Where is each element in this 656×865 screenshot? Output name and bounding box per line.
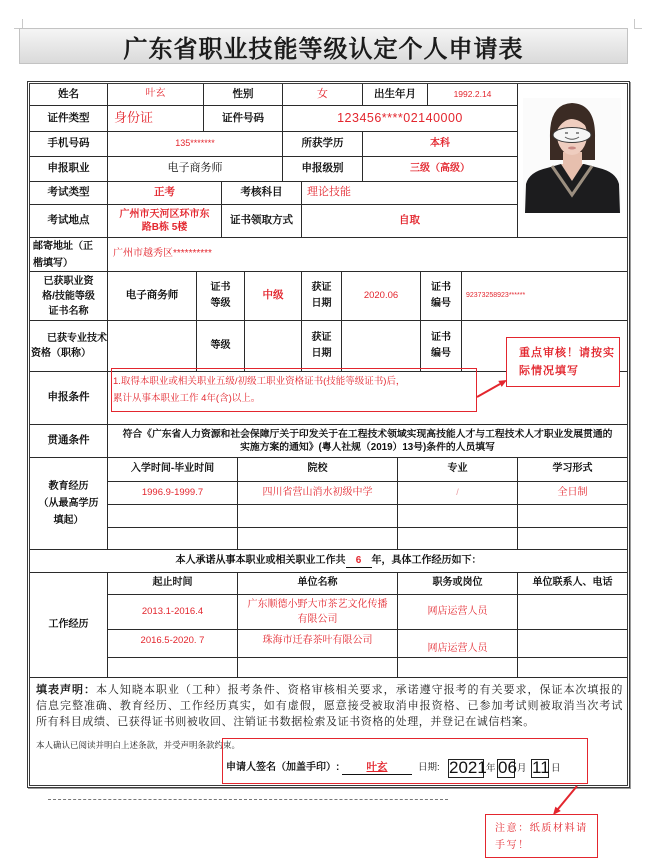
through-conditions-label: 贯通条件 — [30, 425, 108, 458]
work-contact — [518, 658, 627, 678]
apply-conditions-label: 申报条件 — [30, 372, 108, 425]
declaration-line — [36, 714, 623, 730]
gender-value: 女 — [283, 84, 363, 106]
number-label-line: 证书 — [431, 282, 451, 293]
signature-value: 叶玄 — [342, 760, 412, 775]
education-cell: 四川省营山消水初级中学 — [238, 482, 398, 505]
professional-cert-grade — [245, 321, 302, 372]
declaration-heading: 填表声明： — [36, 684, 96, 696]
work-company — [238, 595, 398, 630]
work-commitment-suffix: 年，具体工作经历如下： — [371, 554, 482, 566]
vocational-cert-number: 92373258923****** — [462, 272, 627, 321]
exam-location-line: 路B栋 5楼 — [141, 222, 188, 233]
vocational-cert-label — [30, 272, 108, 321]
corner-mark-right-h — [634, 28, 642, 29]
work-period: 2016.5-2020. 7 — [108, 630, 238, 658]
education-history-label-line: （从最高学历 — [38, 498, 99, 509]
work-commitment-prefix: 本人承诺从事本职业或相关职业工作共 — [175, 554, 346, 566]
work-company — [238, 658, 398, 678]
education-history-label-line: 教育经历 — [48, 481, 89, 492]
apply-conditions-line: 累计从事本职业工作 4年(含)以上。 — [113, 393, 261, 404]
education-value: 本科 — [363, 132, 518, 157]
exam-location-label: 考试地点 — [30, 205, 108, 238]
education-cell — [108, 528, 238, 550]
exam-type-label: 考试类型 — [30, 182, 108, 205]
name-label: 姓名 — [30, 84, 108, 106]
work-company-line: 珠海市迁春茶叶有限公司 — [262, 635, 373, 646]
professional-cert-label-line: 已获专业技术 — [47, 333, 107, 344]
exam-subject-label: 考核科目 — [222, 182, 302, 205]
vocational-cert-date: 2020.06 — [342, 272, 421, 321]
date-label-line: 获证 — [311, 332, 332, 343]
education-history-label — [30, 458, 108, 550]
smiley-mask-icon — [553, 128, 591, 143]
declaration-line — [36, 698, 623, 714]
declaration-text — [36, 682, 623, 730]
dashed-separator — [48, 799, 448, 800]
education-cell — [238, 505, 398, 528]
education-cell — [108, 505, 238, 528]
year-unit: 年 — [486, 763, 496, 774]
exam-subject-value: 理论技能 — [302, 182, 518, 205]
work-col-period: 起止时间 — [108, 573, 238, 595]
vocational-cert-label-line: 已获职业资 — [43, 275, 94, 287]
name-value: 叶玄 — [108, 84, 204, 106]
mailing-address-value: 广州市越秀区********** — [108, 238, 627, 272]
work-contact — [518, 595, 627, 630]
birth-value: 1992.2.14 — [428, 84, 518, 106]
education-label: 所获学历 — [283, 132, 363, 157]
number-label-line: 编号 — [431, 348, 451, 359]
education-cell: / — [398, 482, 518, 505]
date-label-line: 日期 — [311, 298, 332, 309]
grade-label-line: 证书 — [210, 282, 231, 293]
vocational-cert-label-line: 证书名称 — [48, 305, 89, 317]
professional-cert-label — [30, 321, 108, 372]
work-position — [398, 658, 518, 678]
grade-label-line: 等级 — [210, 298, 231, 309]
vocational-cert-date-label — [302, 272, 342, 321]
review-note-line: 际情况填写 — [519, 365, 579, 377]
vocational-cert-number-label — [421, 272, 462, 321]
photo-cell — [518, 84, 627, 238]
declaration-line-text: 信息完整准确、教育经历、工作经历真实，如有虚假，愿意接受被取消申报资格、已参加考试则被取消当次考试 — [36, 700, 623, 712]
through-conditions-text — [108, 425, 627, 458]
signature-label: 申请人签名（加盖手印）: — [226, 762, 340, 773]
exam-location-value — [108, 205, 222, 238]
education-cell: 全日制 — [518, 482, 627, 505]
highlight-box-signature — [222, 738, 588, 784]
through-conditions-line: 实施方案的通知》(粤人社规（2019）13号)条件的人员填写 — [240, 442, 495, 453]
corner-mark-left — [22, 19, 23, 28]
professional-cert-number-label — [421, 321, 462, 372]
education-col-school: 院校 — [238, 458, 398, 482]
education-cell — [398, 528, 518, 550]
work-contact — [518, 630, 627, 658]
professional-cert-label-line: 资格（职称） — [31, 348, 91, 359]
date-label-line: 日期 — [311, 348, 332, 359]
phone-label: 手机号码 — [30, 132, 108, 157]
declaration-line-text: 所有科目成绩、已获得证书则被收回、注销证书数据检索及证书资格的处理，并登记在诚信档案。 — [36, 716, 535, 728]
id-type-value: 身份证 — [108, 106, 204, 132]
date-label-line: 获证 — [311, 282, 332, 293]
education-cell — [518, 505, 627, 528]
education-col-mode: 学习形式 — [518, 458, 627, 482]
cert-pickup-label: 证书领取方式 — [222, 205, 302, 238]
applicant-photo — [523, 98, 621, 213]
through-conditions-line: 符合《广东省人力资源和社会保障厅关于印发关于在工程技术领域实现高技能人才与工程技术人才职业发展贯通的 — [122, 429, 613, 440]
review-note-callout — [506, 337, 620, 387]
birth-label: 出生年月 — [363, 84, 428, 106]
date-day-box: 11 — [532, 758, 550, 777]
vocational-cert-name: 电子商务师 — [108, 272, 197, 321]
work-col-company: 单位名称 — [238, 573, 398, 595]
id-number-value: 123456****02140000 — [283, 106, 518, 132]
date-month-box: 06 — [498, 758, 517, 777]
id-type-label: 证件类型 — [30, 106, 108, 132]
date-year-box: 2021 — [449, 758, 487, 777]
work-company — [238, 630, 398, 658]
day-unit: 日 — [551, 763, 561, 774]
vocational-cert-grade-label — [197, 272, 245, 321]
corner-mark-right — [634, 19, 635, 28]
photo-lips — [568, 147, 576, 150]
handwrite-note-callout — [485, 814, 598, 858]
professional-cert-grade-label: 等级 — [197, 321, 245, 372]
work-years-value: 6 — [346, 555, 372, 568]
professional-cert-date-label — [302, 321, 342, 372]
work-col-contact: 单位联系人、电话 — [518, 573, 627, 595]
vocational-cert-grade: 中级 — [245, 272, 302, 321]
education-cell: 1996.9-1999.7 — [108, 482, 238, 505]
education-col-major: 专业 — [398, 458, 518, 482]
declaration-line-text: 本人知晓本职业（工种）报考条件、资格审核相关要求，承诺遵守报考的有关要求，保证本次填报的 — [95, 684, 623, 696]
education-history-label-line: 填起） — [53, 515, 84, 526]
cert-pickup-value: 自取 — [302, 205, 518, 238]
handwrite-note-line: 手写！ — [495, 840, 530, 851]
work-period: 2013.1-2016.4 — [108, 595, 238, 630]
level-value: 三级（高级） — [363, 157, 518, 182]
mailing-address-label-line: 邮寄地址（正 — [33, 240, 93, 252]
work-position: 网店运营人员 — [398, 595, 518, 630]
page-title: 广东省职业技能等级认定个人申请表 — [123, 35, 524, 63]
exam-location-line: 广州市天河区环市东 — [119, 209, 210, 220]
mailing-address-label — [30, 238, 108, 272]
confirm-text: 本人确认已阅读并明白上述条款，并受声明条款约束。 — [36, 740, 241, 750]
education-cell — [518, 528, 627, 550]
declaration-line — [36, 682, 623, 698]
work-history-label: 工作经历 — [30, 573, 108, 678]
education-cell — [398, 505, 518, 528]
mailing-address-label-line: 楷填写） — [33, 257, 73, 269]
work-commitment — [30, 550, 627, 573]
phone-value: 135******* — [108, 132, 283, 157]
review-note-line: 重点审核！请按实 — [519, 347, 615, 359]
education-col-period: 入学时间-毕业时间 — [108, 458, 238, 482]
exam-type-value: 正考 — [108, 182, 222, 205]
handwrite-note-line: 注意：纸质材料请 — [495, 823, 588, 834]
occupation-label: 申报职业 — [30, 157, 108, 182]
date-label: 日期: — [418, 762, 440, 773]
gender-label: 性别 — [204, 84, 283, 106]
work-col-position: 职务或岗位 — [398, 573, 518, 595]
work-position: 网店运营人员 — [398, 630, 518, 658]
highlight-box-apply-conditions — [111, 368, 477, 412]
vocational-cert-label-line: 格/技能等级 — [42, 290, 95, 302]
occupation-value: 电子商务师 — [108, 157, 283, 182]
work-company-line: 广东顺德小野大市茶艺文化传播 — [247, 599, 388, 610]
arrow-to-handwrite-note — [558, 786, 577, 809]
level-label: 申报级别 — [283, 157, 363, 182]
work-company-line: 有限公司 — [297, 614, 338, 625]
professional-cert-name — [108, 321, 197, 372]
title-bar — [19, 28, 628, 64]
professional-cert-date — [342, 321, 421, 372]
month-unit: 月 — [517, 763, 527, 774]
education-cell — [238, 528, 398, 550]
id-number-label: 证件号码 — [204, 106, 283, 132]
number-label-line: 编号 — [431, 298, 451, 309]
work-period — [108, 658, 238, 678]
apply-conditions-line: 1.取得本职业或相关职业五级/初级工职业资格证书(技能等级证书)后， — [113, 376, 406, 387]
number-label-line: 证书 — [431, 332, 451, 343]
